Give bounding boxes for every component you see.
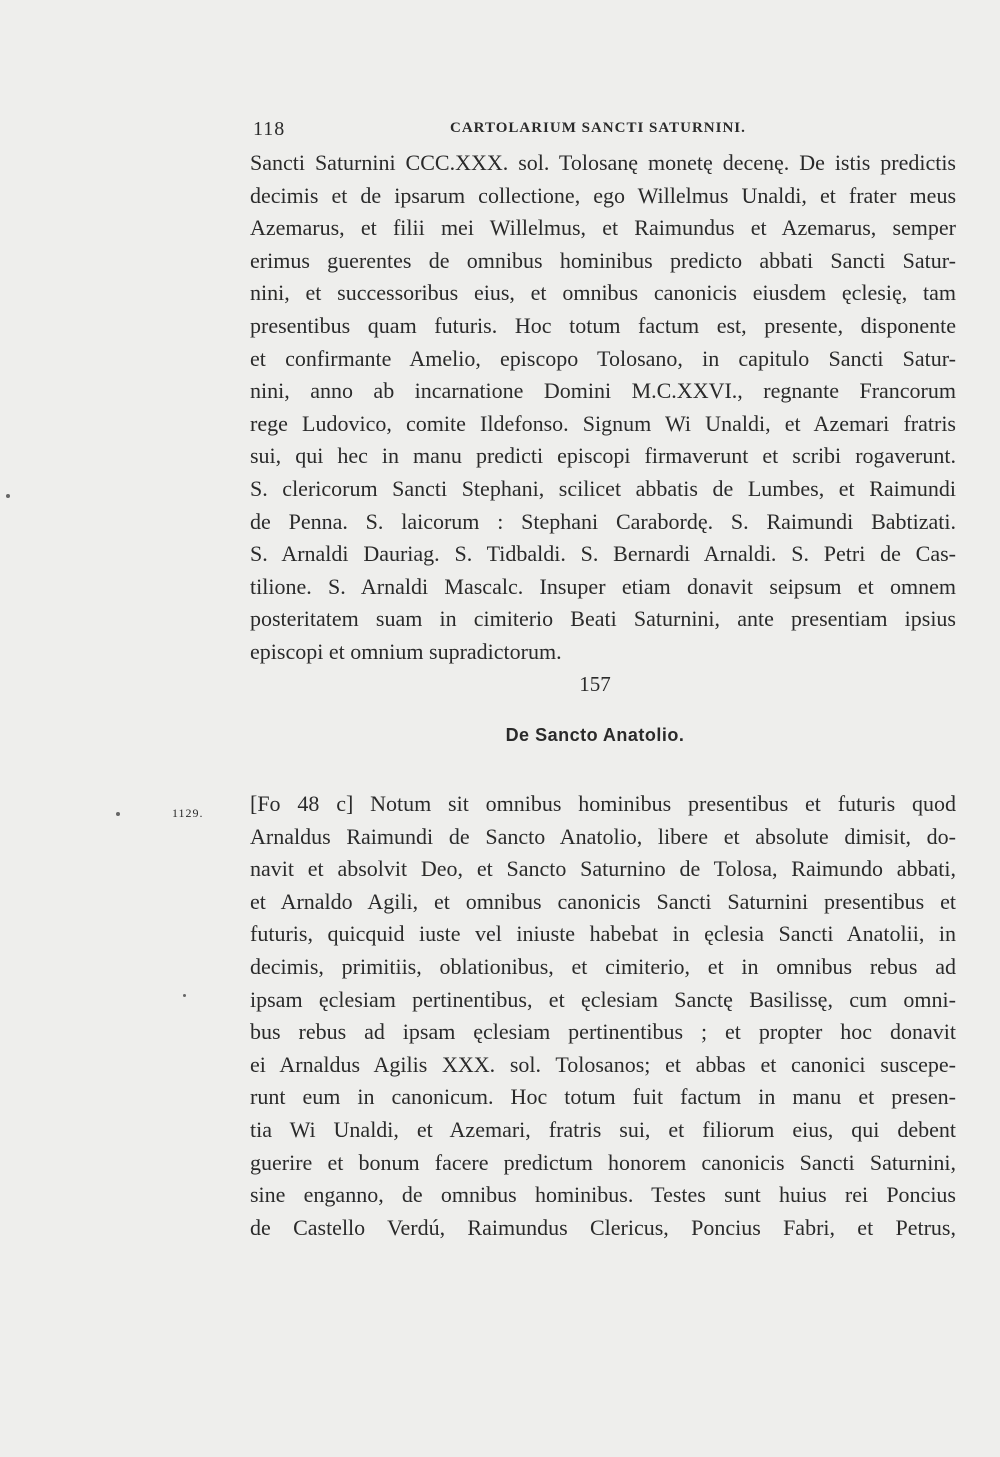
- text-line: [Fo 48 c] Notum sit omnibus hominibus presentibus et futuris quod: [250, 791, 956, 816]
- page-header: [253, 114, 953, 148]
- text-line: et Arnaldo Agili, et omnibus canonicis Sancti Saturnini presentibus et: [250, 888, 956, 914]
- text-line: bus rebus ad ipsam ęclesiam pertinentibus ; et propter hoc donavit: [250, 1019, 956, 1045]
- text-line: de Penna. S. laicorum : Stephani Carabordę. S. Raimundi Babtizati.: [250, 508, 956, 534]
- text-line: presentibus quam futuris. Hoc totum factum est, presente, disponente: [250, 312, 956, 338]
- margin-speck: [6, 494, 10, 498]
- page-number: 118: [253, 118, 286, 140]
- text-line: erimus guerentes de omnibus hominibus predicto abbati Sancti Satur-: [250, 247, 956, 273]
- text-line: posteritatem suam in cimiterio Beati Saturnini, ante presentiam ipsius: [250, 606, 956, 632]
- text-line: Azemarus, et filii mei Willelmus, et Raimundus et Azemarus, semper: [250, 215, 956, 241]
- text-line: tia Wi Unaldi, et Azemari, fratris sui, et filiorum eius, qui debent: [250, 1116, 956, 1142]
- text-line: guerire et bonum facere predictum honorem canonicis Sancti Saturnini,: [250, 1149, 956, 1175]
- charter-156-continuation: [250, 147, 956, 669]
- charter-number: 157: [579, 672, 611, 696]
- charter-157-body: [250, 788, 956, 1244]
- running-title: CARTOLARIUM SANCTI SATURNINI.: [450, 120, 746, 136]
- margin-date: 1129.: [172, 806, 204, 820]
- text-line: sui, qui hec in manu predicti episcopi firmaverunt et scribi rogaverunt.: [250, 443, 956, 469]
- text-line: S. Arnaldi Dauriag. S. Tidbaldi. S. Bernardi Arnaldi. S. Petri de Cas-: [250, 541, 956, 567]
- text-line: nini, et successoribus eius, et omnibus canonicis eiusdem ęclesię, tam: [250, 280, 956, 306]
- text-line: ei Arnaldus Agilis XXX. sol. Tolosanos; et abbas et canonici suscepe-: [250, 1051, 956, 1077]
- text-line: sine enganno, de omnibus hominibus. Testes sunt huius rei Poncius: [250, 1182, 956, 1208]
- charter-title: De Sancto Anatolio.: [505, 725, 685, 745]
- text-line: ipsam ęclesiam pertinentibus, et ęclesiam Sanctę Basilissę, cum omni-: [250, 986, 956, 1012]
- margin-speck: [116, 812, 120, 816]
- text-line: rege Ludovico, comite Ildefonso. Signum Wi Unaldi, et Azemari fratris: [250, 410, 956, 436]
- text-line: et confirmante Amelio, episcopo Tolosano, in capitulo Sancti Satur-: [250, 345, 956, 371]
- text-line: S. clericorum Sancti Stephani, scilicet abbatis de Lumbes, et Raimundi: [250, 475, 956, 501]
- text-line: decimis et de ipsarum collectione, ego Willelmus Unaldi, et frater meus: [250, 182, 956, 208]
- text-line: de Castello Verdú, Raimundus Clericus, Poncius Fabri, et Petrus,: [250, 1214, 956, 1240]
- text-line: episcopi et omnium supradictorum.: [250, 638, 562, 664]
- margin-speck: [183, 994, 186, 997]
- text-line: Arnaldus Raimundi de Sancto Anatolio, libere et absolute dimisit, do-: [250, 823, 956, 849]
- text-line: tilione. S. Arnaldi Mascalc. Insuper etiam donavit seipsum et omnem: [250, 573, 956, 599]
- text-line: navit et absolvit Deo, et Sancto Saturnino de Tolosa, Raimundo abbati,: [250, 856, 956, 882]
- text-line: futuris, quicquid iuste vel iniuste habebat in ęclesia Sancti Anatolii, in: [250, 921, 956, 947]
- text-line: runt eum in canonicum. Hoc totum fuit factum in manu et presen-: [250, 1084, 956, 1110]
- text-line: Sancti Saturnini CCC.XXX. sol. Tolosanę monetę decenę. De istis predictis: [250, 150, 956, 175]
- text-line: decimis, primitiis, oblationibus, et cimiterio, et in omnibus rebus ad: [250, 953, 956, 979]
- text-line: nini, anno ab incarnatione Domini M.C.XXVI., regnante Francorum: [250, 378, 956, 404]
